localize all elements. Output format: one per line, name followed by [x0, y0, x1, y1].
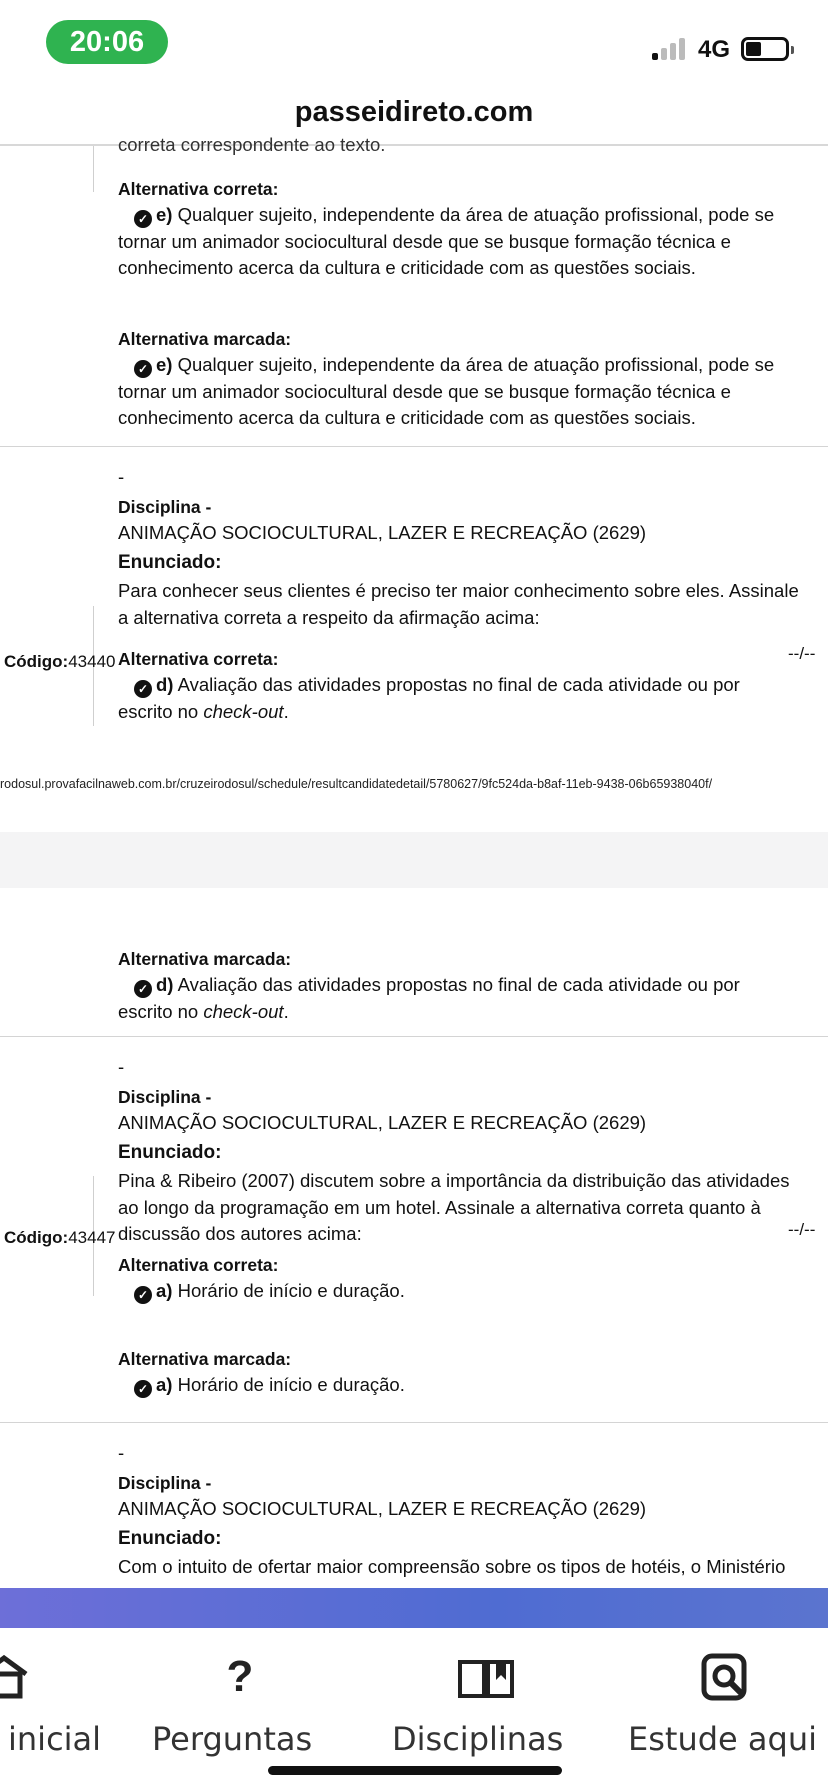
status-bar: [0, 0, 828, 90]
exam-results: [0, 134, 828, 1588]
question-dash: -: [118, 466, 125, 487]
disciplina-label: Disciplina -: [118, 497, 212, 517]
book-icon: [456, 1652, 516, 1702]
question-divider: [0, 446, 828, 447]
network-type: 4G: [698, 36, 731, 63]
correct-alternative-label: Alternativa correta:: [118, 1255, 279, 1275]
question-dash: -: [118, 1442, 125, 1463]
question-mark-icon: ?: [226, 1652, 254, 1701]
correct-alternative-label: Alternativa correta:: [118, 179, 279, 199]
home-indicator[interactable]: [268, 1766, 562, 1775]
marked-alternative-label: Alternativa marcada:: [118, 949, 292, 969]
marked-alternative-label: Alternativa marcada:: [118, 329, 292, 349]
status-time: 20:06: [46, 20, 168, 64]
marked-alternative-text: ✓ e) Qualquer sujeito, independente da área de atuação profissional, pode se tornar um animador sociocultural desde que se busque formação técnica e conhecimento acerca da cultura e criticidade com as questões sociais.: [118, 354, 775, 428]
disciplina-name: ANIMAÇÃO SOCIOCULTURAL, LAZER E RECREAÇÃO (2629): [118, 1112, 647, 1133]
printed-page-url: rodosul.provafacilnaweb.com.br/cruzeirodosul/schedule/resultcandidatedetail/5780627/9fc524da-b8af-11eb-9438-06b65938040f/: [0, 777, 713, 791]
marked-alternative-label: Alternativa marcada:: [118, 1349, 292, 1369]
battery-icon: [741, 37, 789, 61]
marked-alternative-text: ✓ a) Horário de início e duração.: [118, 1372, 405, 1399]
enunciado-label: Enunciado:: [118, 1528, 222, 1549]
nav-study-label: Estude aqui: [628, 1720, 817, 1758]
enunciado-label: Enunciado:: [118, 552, 222, 573]
check-circle-icon: ✓: [134, 210, 152, 228]
nav-home[interactable]: [0, 1628, 130, 1792]
question-code: Código:43440: [4, 652, 116, 671]
search-book-icon: [696, 1652, 756, 1702]
nav-subjects-label: Disciplinas: [392, 1720, 564, 1758]
question-divider: [0, 1036, 828, 1037]
correct-alternative-text: ✓ a) Horário de início e duração.: [118, 1278, 405, 1305]
marked-alternative-text: ✓ d) Avaliação das atividades propostas no final de cada atividade ou por escrito no check-out.: [118, 974, 740, 1022]
address-bar[interactable]: passeidireto.com: [294, 96, 534, 128]
question-dash: -: [118, 1056, 125, 1077]
column-divider: [93, 146, 94, 192]
check-circle-icon: ✓: [134, 980, 152, 998]
question-score: --/--: [788, 1220, 816, 1239]
cut-off-line: correta correspondente ao texto.: [118, 134, 386, 155]
enunciado-label: Enunciado:: [118, 1142, 222, 1163]
nav-study[interactable]: [620, 1628, 828, 1792]
check-circle-icon: ✓: [134, 1380, 152, 1398]
enunciado-text: Para conhecer seus clientes é preciso ter maior conhecimento sobre eles. Assinale a alternativa correta a respeito da afirmação acima:: [118, 580, 799, 628]
check-circle-icon: ✓: [134, 360, 152, 378]
question-score: --/--: [788, 644, 816, 663]
page-break-band: [0, 832, 828, 888]
correct-alternative-text: ✓ e) Qualquer sujeito, independente da área de atuação profissional, pode se tornar um animador sociocultural desde que se busque formação técnica e conhecimento acerca da cultura e criticidade com as questões sociais.: [118, 204, 775, 278]
home-icon: [0, 1652, 34, 1702]
enunciado-text: Pina & Ribeiro (2007) discutem sobre a importância da distribuição das atividades ao longo da programação em um hotel. Assinale a alternativa correta quanto à discussão dos autores acima:: [118, 1170, 790, 1244]
enunciado-text: Com o intuito de ofertar maior compreensão sobre os tipos de hotéis, o Ministério: [118, 1556, 786, 1577]
question-code: Código:43447: [4, 1228, 116, 1247]
correct-alternative-label: Alternativa correta:: [118, 649, 279, 669]
question-divider: [0, 1422, 828, 1423]
check-circle-icon: ✓: [134, 680, 152, 698]
check-circle-icon: ✓: [134, 1286, 152, 1304]
nav-home-label: inicial: [8, 1720, 102, 1758]
banner-strip[interactable]: [0, 1588, 828, 1628]
correct-alternative-text: ✓ d) Avaliação das atividades propostas no final de cada atividade ou por escrito no check-out.: [118, 674, 740, 722]
signal-icon: [652, 38, 692, 60]
disciplina-name: ANIMAÇÃO SOCIOCULTURAL, LAZER E RECREAÇÃO (2629): [118, 1498, 647, 1519]
nav-questions-label: Perguntas: [152, 1720, 313, 1758]
disciplina-label: Disciplina -: [118, 1087, 212, 1107]
disciplina-name: ANIMAÇÃO SOCIOCULTURAL, LAZER E RECREAÇÃO (2629): [118, 522, 647, 543]
disciplina-label: Disciplina -: [118, 1473, 212, 1493]
